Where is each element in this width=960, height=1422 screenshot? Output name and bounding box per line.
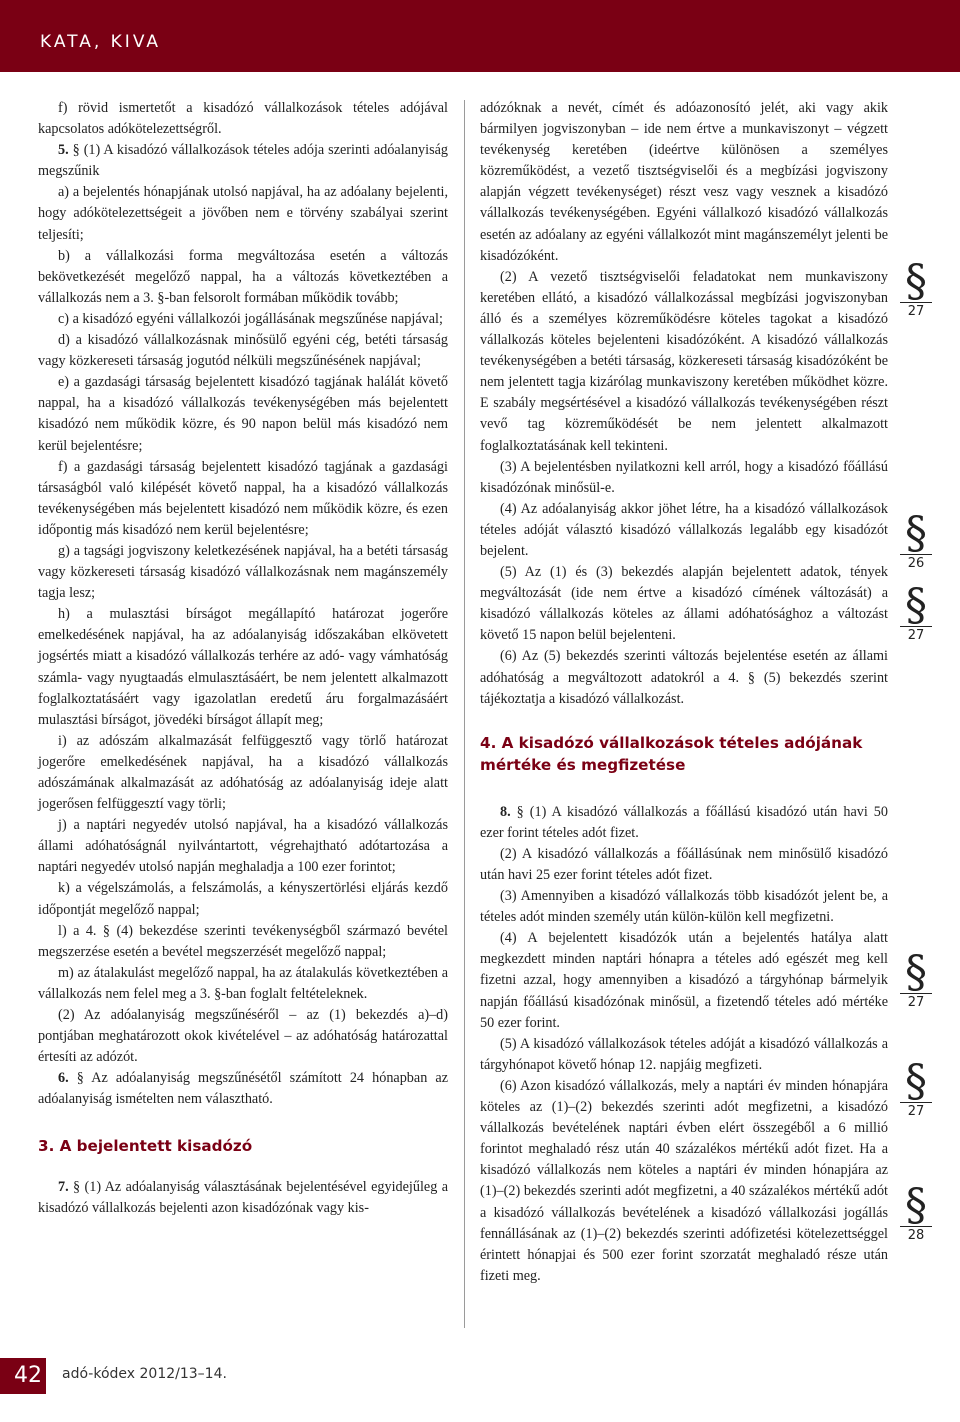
left-column — [38, 98, 448, 1219]
paragraph-mark — [896, 256, 936, 320]
paragraph-text: § (1) Az adóalanyiság választásának bejelentésével egyidejűleg a kisadózó vállalkozás bejelenti azon kisadózónak vagy kis- — [38, 1178, 448, 1216]
section-sign-icon: § — [905, 1056, 927, 1107]
point-j: j) a naptári negyedév utolsó napjával, ha a kisadózó vállalkozás állami adóhatóságnál nyilvántartott, végrehajtható adótartozása a naptári negyedév utolsó napján meghaladja a 100 ezer forintot; — [38, 817, 448, 876]
paragraph: (6) Az (5) bekezdés szerinti változás bejelentése esetén az állami adóhatóság a megváltozott adatokról a 4. § (5) bekezdés szerint tájékoztatja a kisadózó vállalkozást. — [480, 648, 888, 707]
mark-number: 27 — [900, 302, 932, 320]
paragraph: adózóknak a nevét, címét és adóazonosító jelét, aki vagy akik bármilyen jogviszonyban – ide nem értve a munkaviszonyt – végzett tevékenység keretében (ideértve különösen a személyes közreműködést, a vezető tisztségviselői és a megbízási jogviszony alapján végzett tevékenységet) részt vesz vagy vesznek a kisadózó vállalkozás tevékenységében. Egyéni vállalkozó kisadózó vállalkozás esetén az adóalany az egyéni vállalkozót mint magánszemélyt jelenti be kisadózóként. — [480, 100, 888, 264]
section-number: 6. — [58, 1070, 69, 1087]
paragraph: f) rövid ismertetőt a kisadózó vállalkozások tételes adójával kapcsolatos adókötelezettségről. — [38, 100, 448, 138]
paragraph-mark — [896, 1180, 936, 1244]
paragraph: (2) A kisadózó vállalkozás a főállásúnak nem minősülő kisadózó után havi 25 ezer forint tételes adót fizet. — [480, 845, 888, 883]
section-heading-3: 3. A bejelentett kisadózó — [38, 1136, 253, 1155]
mark-number: 28 — [900, 1226, 932, 1244]
paragraph-mark — [896, 947, 936, 1011]
section-sign-icon: § — [905, 947, 927, 998]
point-h: h) a mulasztási bírságot megállapító határozat jogerőre emelkedésének napjával, ha az adóalanyiság időszakában elkövetett jogsértés miatt a kisadózó vállalkozás terhére az adó- vagy vámhatóság számla- vagy nyugtaadás elmulasztásáért, be nem jelentett alkalmazott foglalkoztatásáért vagy igazolatlan eredetű áru forgalmazásáért mulasztási bírságot, jövedéki bírságot állapít meg; — [38, 606, 448, 728]
paragraph: (4) A bejelentett kisadózók után a bejelentés hatálya alatt megkezdett minden naptári hónapra a tételes adó egészét meg kell fizetni azzal, hogy amennyiben a kisadózó a tárgyhónap bármelyik napján főállású kisadózónak minősül, a fizetendő tételes adó mértéke 50 ezer forint. — [480, 930, 888, 1031]
page-number: 42 — [0, 1358, 46, 1394]
point-c: c) a kisadózó egyéni vállalkozói jogállásának megszűnése napjával; — [58, 310, 443, 327]
section-sign-icon: § — [905, 508, 927, 559]
point-d: d) a kisadózó vállalkozásnak minősülő egyéni cég, betéti társaság vagy közkereseti társaság jogutód nélküli megszűnésének napjával; — [38, 332, 448, 370]
point-b: b) a vállalkozási forma megváltozása esetén a változás bekövetkezését megelőző nappal, ha a változás következtében a vállalkozás nem a 3. §-ban felsorolt formában működik tovább; — [38, 247, 448, 306]
mark-number: 26 — [900, 554, 932, 572]
point-g: g) a tagsági jogviszony keletkezésének napjával, ha a betéti társaság vagy közkereseti társaság kisadózó vállalkozásnak nem magánszemély tagja lesz; — [38, 542, 448, 602]
point-f: f) a gazdasági társaság bejelentett kisadózó tagjának a gazdasági társaságból való kilépését követő nappal, ha a kisadózó vállalkozás tevékenységében más bejelentett kisadózó nem működik közre, és ezen időpontig más kisadózó nem kerül bejelentésre; — [38, 458, 448, 538]
section-sign-icon: § — [905, 580, 927, 631]
paragraph-mark — [896, 1056, 936, 1120]
point-k: k) a végelszámolás, a felszámolás, a kényszertörlési eljárás kezdő időpontját megelőző nappal; — [38, 880, 448, 918]
mark-number: 27 — [900, 1102, 932, 1120]
section-8 — [480, 802, 888, 844]
section-heading-4: 4. A kisadózó vállalkozások tételes adójának mértéke és megfizetése — [480, 733, 863, 774]
paragraph-mark — [896, 580, 936, 644]
paragraph: (4) Az adóalanyiság akkor jöhet létre, ha a kisadózó vállalkozások tételes adóját választó kisadózó vállalkozás legalább egy kisadózót bejelent. — [480, 500, 888, 559]
point-i: i) az adószám alkalmazását felfüggesztő vagy törlő határozat jogerőre emelkedésének napjával, ha a kisadózó vállalkozás adószámának alkalmazását az adóhatóság az adóalanyiság ideje alatt jogerősen felfüggesztí vagy törli; — [38, 732, 448, 813]
section-5 — [38, 140, 448, 182]
paragraph-2: (2) Az adóalanyiság megszűnéséről – az (1) bekezdés a)–d) pontjában meghatározott okok kivételével – az adóhatóság határozattal értesíti az adózót. — [38, 1007, 448, 1066]
point-m: m) az átalakulást megelőző nappal, ha az átalakulás következtében a vállalkozás nem felel meg a 3. §-ban foglalt feltételeknek. — [38, 964, 448, 1002]
mark-number: 27 — [900, 993, 932, 1011]
section-number: 7. — [58, 1178, 69, 1195]
paragraph-text: § Az adóalanyiság megszűnésétől számított 24 hónapban az adóalanyiság ismételten nem választható. — [38, 1070, 448, 1108]
section-sign-icon: § — [905, 256, 927, 307]
paragraph: (3) A bejelentésben nyilatkozni kell arról, hogy a kisadózó főállású kisadózónak minősül-e. — [480, 458, 888, 496]
section-title: KATA, KIVA — [40, 32, 161, 52]
section-number: 8. — [500, 803, 511, 820]
paragraph: (2) A vezető tisztségviselői feladatokat nem munkaviszony keretében ellátó, a kisadózó vállalkozással megbízási jogviszonyban álló és a személyes közreműködésre köteles tagokat a kisadózó vállalkozás köteles bejelenteni kisadózóként. A kisadózó vállalkozás tevékenységében a betéti társaság, közkereseti társaság kisadózóként be nem jelentett tagja kizárólag munkaviszony keretében működhet közre. E szabály megsértésével a kisadózó vállalkozás tevékenységében részt vevő tag közreműködését be nem jelentett alkalmazott foglalkoztatásának kell tekinteni. — [480, 268, 888, 454]
header-bar — [0, 0, 960, 72]
paragraph-text: § (1) A kisadózó vállalkozások tételes adója szerinti adóalanyiság megszűnik — [38, 142, 448, 180]
section-7 — [38, 1177, 448, 1219]
right-column — [480, 98, 888, 1287]
section-number: 5. — [58, 142, 69, 159]
point-e: e) a gazdasági társaság bejelentett kisadózó tagjának halálát követő nappal, ha a kisadózó vállalkozás tevékenységében más bejelentett kisadózó nem működik közre, és 90 napon belül más kisadózó nem kerül bejelentésre; — [38, 374, 448, 454]
paragraph-mark — [896, 508, 936, 572]
mark-number: 27 — [900, 626, 932, 644]
point-l: l) a 4. § (4) bekezdése szerinti tevékenységből származó bevétel megszerzése esetén a bevétel megszerzését megelőző nappal; — [38, 922, 448, 960]
paragraph: (5) A kisadózó vállalkozások tételes adóját a kisadózó vállalkozás a tárgyhónapot követő hónap 12. napjáig megfizeti. — [480, 1035, 888, 1073]
paragraph: (5) Az (1) és (3) bekezdés alapján bejelentett adatok, tények megváltozását (ide nem értve a kisadózó címének változását) a kisadózó vállalkozás köteles az állami adóhatósághoz a változást követő 15 napon belül bejelenteni. — [480, 564, 888, 644]
journal-title: adó-kódex 2012/13–14. — [62, 1366, 227, 1382]
paragraph: (3) Amennyiben a kisadózó vállalkozás több kisadózót jelent be, a tételes adót minden személy után külön-külön kell megfizetni. — [480, 888, 888, 926]
section-sign-icon: § — [905, 1180, 927, 1231]
point-a: a) a bejelentés hónapjának utolsó napjával, ha az adóalany bejelenti, hogy adókötelezettségeit a jövőben nem e törvény szabályai szerint teljesíti; — [38, 184, 448, 243]
column-divider — [464, 100, 465, 1328]
paragraph-text: § (1) A kisadózó vállalkozás a főállású kisadózó után havi 50 ezer forint tételes adót fizet. — [480, 803, 888, 841]
paragraph: (6) Azon kisadózó vállalkozás, mely a naptári év minden hónapjára köteles az (1)–(2) bekezdés szerinti adót megfizetni, a kisadózó vállalkozás bevételének naptári évben elért összegéből a 6 millió forintot meghaladó rész után 40 százalékos mértékű adót fizet. Ha a kisadózó vállalkozás nem köteles a naptári év minden hónapjára az (1)–(2) bekezdés szerinti adót megfizetni, a 40 százalékos mértékű adót a kisadózó vállalkozás bevételének a kisadózó vállalkozási jogállás fennállásának az (1)–(2) bekezdés szerinti adófizetési kötelezettséggel érintett hónapjai és 500 ezer forint szorzatát meghaladó része után fizeti meg. — [480, 1077, 888, 1284]
section-6 — [38, 1068, 448, 1110]
